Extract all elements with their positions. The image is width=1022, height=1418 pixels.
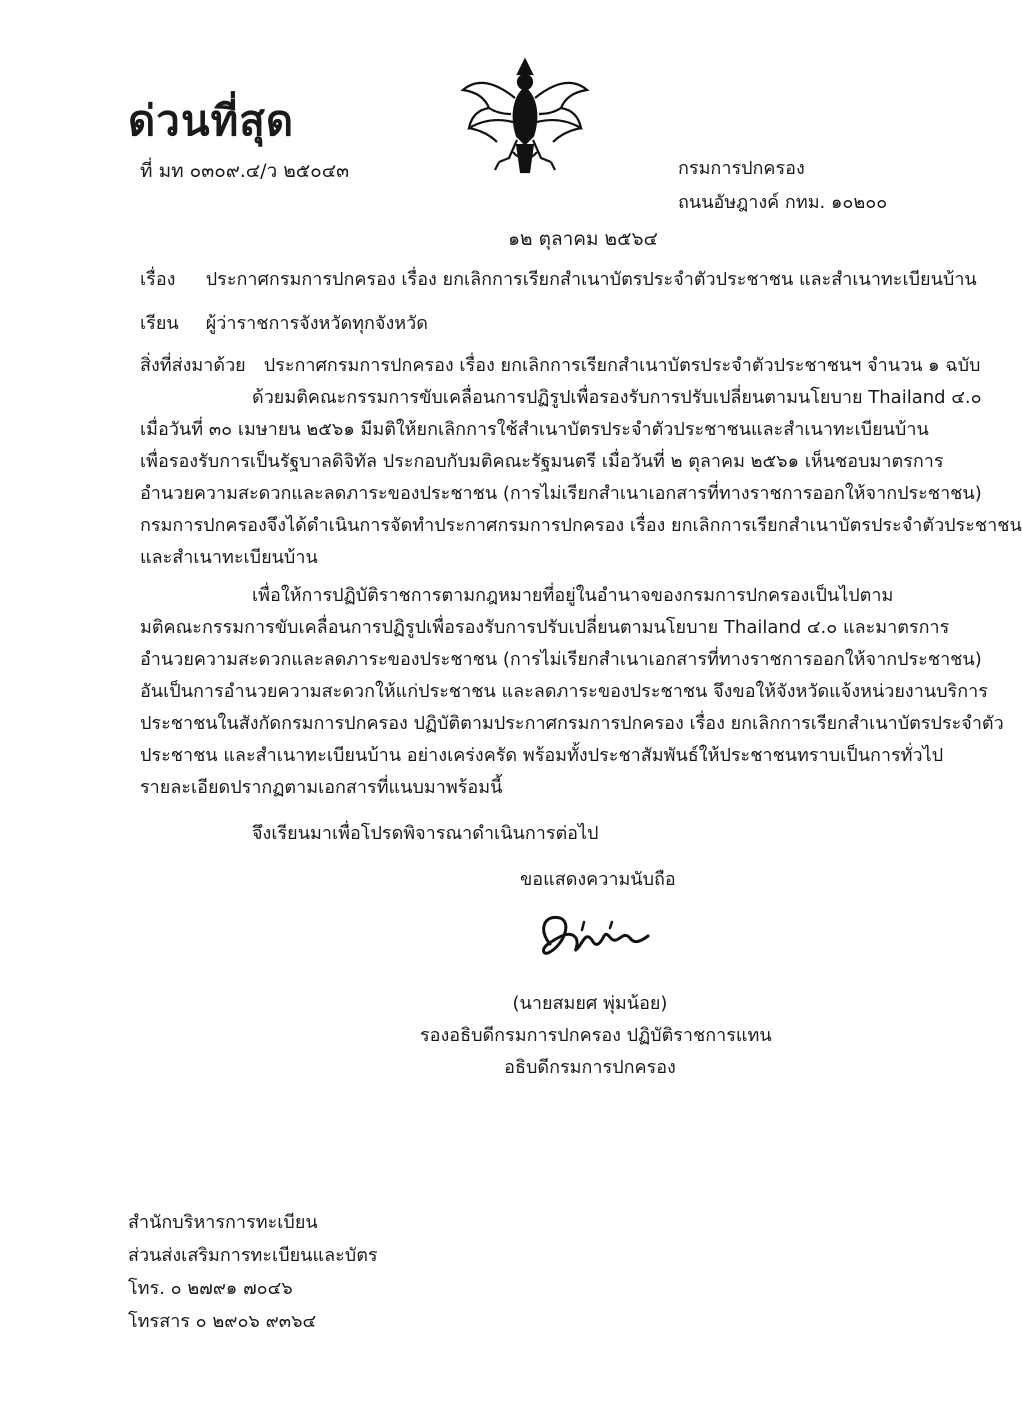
footer-bureau: สำนักบริหารการทะเบียน xyxy=(128,1212,318,1233)
body-paragraph-2 xyxy=(140,580,1004,804)
paragraph-line: อำนวยความสะดวกและลดภาระของประชาชน (การไม่เรียกสำเนาเอกสารที่ทางราชการออกให้จากประชาชน) xyxy=(140,649,982,670)
paragraph-line: กรมการปกครองจึงได้ดำเนินการจัดทำประกาศกรมการปกครอง เรื่อง ยกเลิกการเรียกสำเนาบัตรประจำตัวประชาชน xyxy=(140,515,1022,536)
paragraph-line: รายละเอียดปรากฏตามเอกสารที่แนบมาพร้อมนี้ xyxy=(140,777,503,798)
complimentary-close: ขอแสดงความนับถือ xyxy=(520,869,676,890)
recipient-text: ผู้ว่าราชการจังหวัดทุกจังหวัด xyxy=(205,313,428,334)
issuing-office xyxy=(678,152,887,220)
reference-number: ที่ มท ๐๓๐๙.๔/ว ๒๕๐๔๓ xyxy=(140,160,350,182)
urgency-stamp: ด่วนที่สุด xyxy=(128,96,295,145)
signer-position-2: อธิบดีกรมการปกครอง xyxy=(504,1057,676,1078)
paragraph-line: และสำเนาทะเบียนบ้าน xyxy=(140,547,318,568)
enclosure-label: สิ่งที่ส่งมาด้วย xyxy=(140,355,246,376)
paragraph-line: มติคณะกรรมการขับเคลื่อนการปฏิรูปเพื่อรองรับการปรับเปลี่ยนตามนโยบาย Thailand ๔.๐ และมาตรการ xyxy=(140,617,950,638)
signer-position: รองอธิบดีกรมการปกครอง ปฏิบัติราชการแทน xyxy=(420,1025,772,1046)
paragraph-line: อันเป็นการอำนวยความสะดวกให้แก่ประชาชน และลดภาระของประชาชน จึงขอให้จังหวัดแจ้งหน่วยงานบริการ xyxy=(140,681,988,702)
office-address: ถนนอัษฎางค์ กทม. ๑๐๒๐๐ xyxy=(678,192,888,213)
garuda-emblem-icon xyxy=(455,52,595,180)
paragraph-line: ประชาชนในสังกัดกรมการปกครอง ปฏิบัติตามประกาศกรมการปกครอง เรื่อง ยกเลิกการเรียกสำเนาบัตรประจำตัว xyxy=(140,713,1004,734)
paragraph-line: อำนวยความสะดวกและลดภาระของประชาชน (การไม่เรียกสำเนาเอกสารที่ทางราชการออกให้จากประชาชน) xyxy=(140,483,982,504)
paragraph-line: เมื่อวันที่ ๓๐ เมษายน ๒๕๖๑ มีมติให้ยกเลิกการใช้สำเนาบัตรประจำตัวประชาชนและสำเนาทะเบียนบ้าน xyxy=(140,419,929,440)
signer-block xyxy=(420,988,772,1084)
enclosure-line xyxy=(140,350,980,379)
recipient-label: เรียน xyxy=(140,313,179,334)
enclosure-text: ประกาศกรมการปกครอง เรื่อง ยกเลิกการเรียกสำเนาบัตรประจำตัวประชาชนฯ จำนวน ๑ ฉบับ xyxy=(263,355,981,376)
paragraph-line: เพื่อให้การปฏิบัติราชการตามกฎหมายที่อยู่ในอำนาจของกรมการปกครองเป็นไปตาม xyxy=(252,585,894,606)
body-paragraph-1 xyxy=(140,382,1022,574)
paragraph-line: เพื่อรองรับการเป็นรัฐบาลดิจิทัล ประกอบกับมติคณะรัฐมนตรี เมื่อวันที่ ๒ ตุลาคม ๒๕๖๑ เห็นชอบมาตรการ xyxy=(140,451,944,472)
subject-text: ประกาศกรมการปกครอง เรื่อง ยกเลิกการเรียกสำเนาบัตรประจำตัวประชาชน และสำเนาทะเบียนบ้าน xyxy=(205,269,977,290)
footer-phone: โทร. ๐ ๒๗๙๑ ๗๐๔๖ xyxy=(128,1278,293,1299)
paragraph-line: ประชาชน และสำเนาทะเบียนบ้าน อย่างเคร่งครัด พร้อมทั้งประชาสัมพันธ์ให้ประชาชนทราบเป็นการทั่วไป xyxy=(140,745,944,766)
recipient-line xyxy=(140,308,428,337)
letter-date: ๑๒ ตุลาคม ๒๕๖๔ xyxy=(508,228,658,250)
office-name: กรมการปกครอง xyxy=(678,158,805,179)
subject-label: เรื่อง xyxy=(140,269,176,290)
paragraph-line: ด้วยมติคณะกรรมการขับเคลื่อนการปฏิรูปเพื่อรองรับการปรับเปลี่ยนตามนโยบาย Thailand ๔.๐ xyxy=(252,387,982,408)
footer-division: ส่วนส่งเสริมการทะเบียนและบัตร xyxy=(128,1245,378,1266)
signer-name: (นายสมยศ พุ่มน้อย) xyxy=(512,993,668,1014)
footer-fax: โทรสาร ๐ ๒๙๐๖ ๙๓๖๔ xyxy=(128,1311,317,1332)
subject-line xyxy=(140,264,977,293)
contact-footer xyxy=(128,1206,378,1338)
handwritten-signature-icon xyxy=(520,900,670,970)
closing-sentence: จึงเรียนมาเพื่อโปรดพิจารณาดำเนินการต่อไป xyxy=(252,823,599,844)
